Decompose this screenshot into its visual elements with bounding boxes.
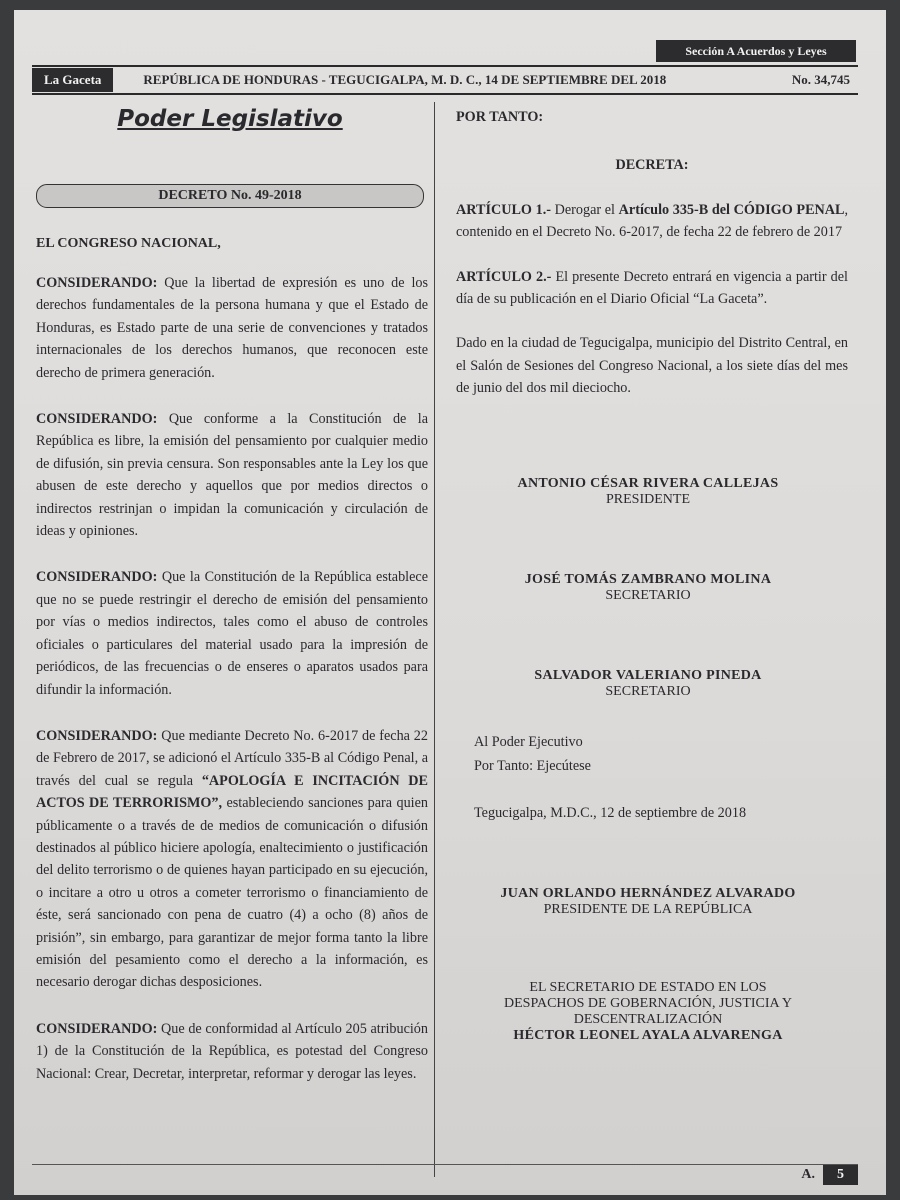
decree-title: DECRETO No. 49-2018 — [36, 184, 424, 208]
considerando-label: CONSIDERANDO: — [36, 569, 158, 586]
section-tab: Sección A Acuerdos y Leyes — [656, 40, 856, 62]
column-divider — [434, 102, 435, 1177]
articulo-2: ARTÍCULO 2.- El presente Decreto entrará en vigencia a partir del día de su publicación en el Diario Oficial “La Gaceta”. — [456, 268, 848, 308]
por-tanto: POR TANTO: — [456, 109, 544, 125]
signatory-name: JOSÉ TOMÁS ZAMBRANO MOLINA — [524, 571, 772, 587]
al-poder-ejecutivo: Al Poder Ejecutivo — [474, 733, 583, 750]
decreta: DECRETA: — [615, 157, 689, 174]
president-signature — [448, 886, 848, 918]
considerando-label: CONSIDERANDO: — [36, 1020, 158, 1037]
president-role: PRESIDENTE DE LA REPÚBLICA — [543, 902, 753, 918]
considerando-label: CONSIDERANDO: — [36, 727, 158, 744]
secretary-signature: EL SECRETARIO DE ESTADO EN LOS DESPACHOS DE GOBERNACIÓN, JUSTICIA Y DESCENTRALIZACIÓN HÉCTOR LEONEL AYALA ALVARENGA — [448, 980, 848, 1044]
gaceta-label: La Gaceta — [32, 68, 113, 92]
header-bar — [32, 65, 858, 95]
page-number: A. 5 — [801, 1165, 858, 1185]
left-column — [32, 102, 428, 1085]
signature-block-1 — [448, 476, 848, 508]
signatory-role: PRESIDENTE — [606, 491, 690, 507]
considerando-3: CONSIDERANDO: Que la Constitución de la República establece que no se puede restringir el derecho de emisión del pensamiento por vías o medios indirectos, tales como el abuso de controles oficiales o particulares del material usado para la impresión de periódicos, de las frecuencias o de enseres o aparatos usados para difundir la información. — [36, 569, 429, 698]
considerando-4: CONSIDERANDO: Que mediante Decreto No. 6-2017 de fecha 22 de Febrero de 2017, se adicionó el Artículo 335-B al Código Penal, a través del cual se regula “APOLOGÍA E INCITACIÓN DE ACTOS DE TERRORISMO”, estableciendo sanciones para quien públicamente o a través de de medios de comunicación o difusión destinados al público hiciere apología, enaltecimiento o justificación del delito terrorismo o de quienes hayan participado en su ejecución, o incitare a otro u otros a cometer terrorismo o financiamiento de éste, será sancionado con pena de cuatro (4) a ocho (8) años de prisión”, sin embargo, para garantizar de mejor forma tanto la libre emisión del pesamiento como el derecho a la información, es necesario derogar dichas desposiciones. — [36, 727, 429, 991]
signatory-name: SALVADOR VALERIANO PINEDA — [534, 667, 762, 683]
ejecutese: Por Tanto: Ejecútese — [474, 757, 591, 774]
place-date: Tegucigalpa, M.D.C., 12 de septiembre de 2018 — [474, 804, 747, 821]
signatory-role: SECRETARIO — [605, 683, 691, 699]
considerando-5: CONSIDERANDO: Que de conformidad al Artículo 205 atribución 1) de la Constitución de la República, es potestad del Congreso Nacional: Crear, Decretar, interpretar, reformar y derogar las leyes. — [36, 1020, 428, 1082]
signature-block-3 — [448, 668, 848, 700]
congress-heading: EL CONGRESO NACIONAL, — [36, 236, 221, 251]
signatory-name: ANTONIO CÉSAR RIVERA CALLEJAS — [517, 475, 779, 491]
president-name: JUAN ORLANDO HERNÁNDEZ ALVARADO — [500, 886, 796, 902]
right-column — [448, 102, 848, 1044]
dado-en: Dado en la ciudad de Tegucigalpa, municipio del Distrito Central, en el Salón de Sesiones del Congreso Nacional, a los siete días del mes de junio del dos mil dieciocho. — [456, 335, 848, 397]
signature-block-2 — [448, 572, 848, 604]
considerando-2: CONSIDERANDO: Que conforme a la Constitución de la República es libre, la emisión del pensamiento por cualquier medio de difusión, sin previa censura. Son responsables ante la Ley los que abusen de este derecho y aquellos que por medios directos o indirectos restrinjan o impidan la comunicación y circulación de ideas y opiniones. — [36, 411, 428, 540]
considerando-label: CONSIDERANDO: — [36, 275, 158, 291]
footer-rule — [32, 1164, 858, 1165]
page-heading: Poder Legislativo — [117, 106, 343, 132]
issue-number: No. 34,745 — [791, 72, 850, 87]
considerando-1: CONSIDERANDO: Que la libertad de expresión es uno de los derechos fundamentales de la persona humana y que el Estado de Honduras, es Estado parte de una serie de convenciones y tratados internacionales de los derechos humanos, que reconocen este derecho de primera generación. — [36, 275, 428, 381]
secretary-name: HÉCTOR LEONEL AYALA ALVARENGA — [513, 1028, 783, 1044]
gazette-page — [14, 10, 886, 1195]
considerando-label: CONSIDERANDO: — [36, 411, 158, 428]
signatory-role: SECRETARIO — [605, 587, 691, 603]
articulo-1: ARTÍCULO 1.- Derogar el Artículo 335-B del CÓDIGO PENAL, contenido en el Decreto No. 6-2017, de fecha 22 de febrero de 2017 — [456, 201, 849, 241]
header-title: REPÚBLICA DE HONDURAS - TEGUCIGALPA, M. D. C., 14 DE SEPTIEMBRE DEL 2018 — [143, 72, 667, 87]
